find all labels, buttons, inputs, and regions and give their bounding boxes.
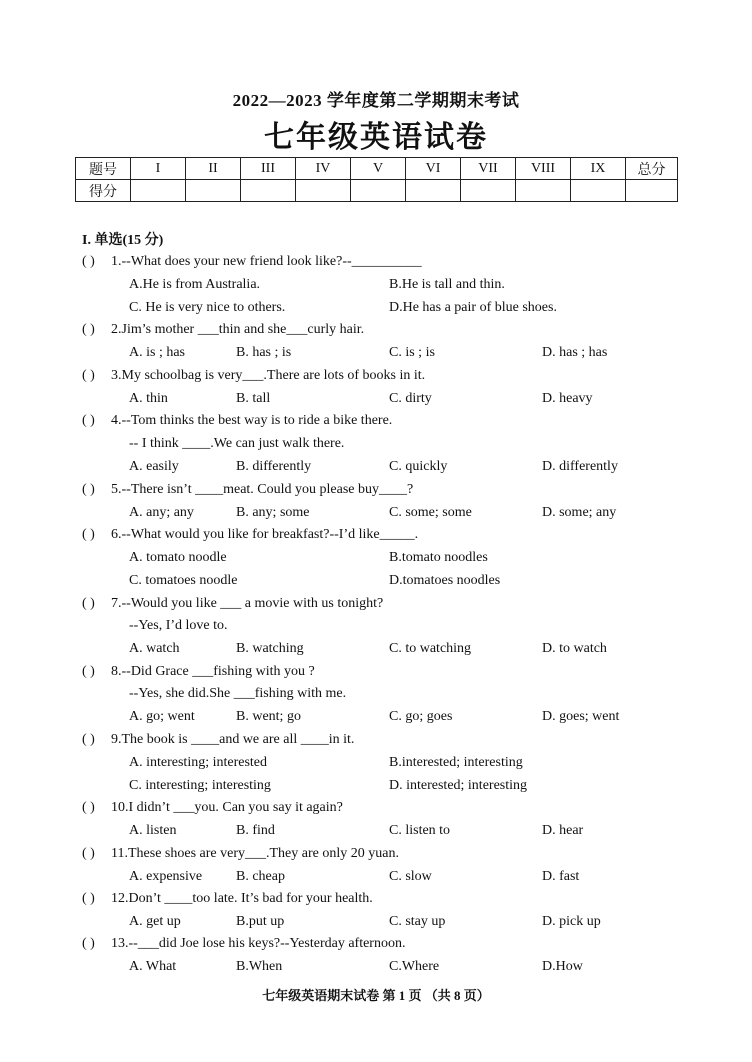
score-cell: [241, 180, 296, 202]
question-5: [0, 480, 752, 500]
option-b: B. watching: [236, 641, 304, 656]
question-stem: 7.--Would you like ___ a movie with us tonight?: [111, 596, 384, 611]
question-13-options-row: [0, 957, 752, 977]
answer-blank: ( ): [82, 254, 95, 269]
score-cell: [406, 180, 461, 202]
question-stem: 11.These shoes are very___.They are only 20 yuan.: [111, 846, 399, 861]
question-5-options-row: [0, 503, 752, 523]
question-7-options-row: [0, 639, 752, 659]
question-7: [0, 594, 752, 614]
question-stem: 2.Jim’s mother ___thin and she___curly hair.: [111, 322, 365, 337]
question-4-dialogue: [0, 434, 752, 454]
score-table-header-row: [76, 158, 678, 180]
exam-title: 2022—2023 学年度第二学期期末考试: [232, 91, 520, 110]
answer-blank: ( ): [82, 527, 95, 542]
question-stem: 5.--There isn’t ____meat. Could you please buy____?: [111, 482, 414, 497]
option-c: C. is ; is: [389, 345, 435, 360]
answer-blank: ( ): [82, 368, 95, 383]
option-d: D. differently: [542, 459, 618, 474]
score-table: [75, 157, 678, 202]
option-c: C. to watching: [389, 641, 472, 656]
section-title: I. 单选(15 分): [82, 233, 164, 248]
score-cell: [296, 180, 351, 202]
question-stem: 4.--Tom thinks the best way is to ride a bike there.: [111, 413, 393, 428]
option-d: D. hear: [542, 823, 584, 838]
question-8-dialogue: [0, 684, 752, 704]
option-a: A. tomato noodle: [129, 550, 227, 565]
option-a: A. What: [129, 959, 177, 974]
question-6-options-row: [0, 548, 752, 568]
answer-blank: ( ): [82, 732, 95, 747]
score-header-cell: VI: [406, 158, 461, 180]
question-4-options-row: [0, 457, 752, 477]
score-cell: [461, 180, 516, 202]
option-c: C. go; goes: [389, 709, 453, 724]
option-d: D. some; any: [542, 505, 617, 520]
score-cell: [571, 180, 626, 202]
question-8-options-row: [0, 707, 752, 727]
answer-blank: ( ): [82, 413, 95, 428]
question-stem: 3.My schoolbag is very___.There are lots of books in it.: [111, 368, 426, 383]
score-table-score-row: [76, 180, 678, 202]
option-b: B.tomato noodles: [389, 550, 488, 565]
score-header-cell: 题号: [76, 158, 131, 180]
question-10-options-row: [0, 821, 752, 841]
question-6-options-row: [0, 571, 752, 591]
answer-blank: ( ): [82, 596, 95, 611]
option-b: B. went; go: [236, 709, 301, 724]
option-d: D.He has a pair of blue shoes.: [389, 300, 557, 315]
option-d: D. to watch: [542, 641, 607, 656]
question-stem: 9.The book is ____and we are all ____in it.: [111, 732, 355, 747]
answer-blank: ( ): [82, 800, 95, 815]
option-c: C. stay up: [389, 914, 446, 929]
score-cell: [626, 180, 678, 202]
option-b: B. has ; is: [236, 345, 292, 360]
option-d: D. interested; interesting: [389, 778, 528, 793]
question-stem: 8.--Did Grace ___fishing with you ?: [111, 664, 315, 679]
option-b: B. any; some: [236, 505, 310, 520]
option-a: A. thin: [129, 391, 168, 406]
question-11-options-row: [0, 867, 752, 887]
option-c: C.Where: [389, 959, 440, 974]
question-10: [0, 798, 752, 818]
option-a: A. listen: [129, 823, 177, 838]
option-c: C. some; some: [389, 505, 472, 520]
option-a: A. interesting; interested: [129, 755, 268, 770]
option-d: D. has ; has: [542, 345, 608, 360]
option-a: A. expensive: [129, 869, 203, 884]
option-b: B.put up: [236, 914, 285, 929]
option-c: C. quickly: [389, 459, 448, 474]
question-2-options-row: [0, 343, 752, 363]
question-12-options-row: [0, 912, 752, 932]
score-header-cell: VII: [461, 158, 516, 180]
option-c: C. interesting; interesting: [129, 778, 271, 793]
question-1: [0, 252, 752, 272]
option-a: A. is ; has: [129, 345, 185, 360]
score-header-cell: V: [351, 158, 406, 180]
score-row-label: 得分: [76, 180, 131, 202]
option-c: C. slow: [389, 869, 432, 884]
score-cell: [351, 180, 406, 202]
question-stem: 1.--What does your new friend look like?--__________: [111, 254, 422, 269]
score-header-cell: 总分: [626, 158, 678, 180]
question-12: [0, 889, 752, 909]
answer-blank: ( ): [82, 936, 95, 951]
score-header-cell: VIII: [516, 158, 571, 180]
answer-blank: ( ): [82, 664, 95, 679]
exam-subtitle: 七年级英语试卷: [264, 121, 488, 154]
option-a: A.He is from Australia.: [129, 277, 261, 292]
question-stem: 12.Don’t ____too late. It’s bad for your health.: [111, 891, 373, 906]
question-stem: 13.--___did Joe lose his keys?--Yesterday afternoon.: [111, 936, 406, 951]
question-9-options-row: [0, 753, 752, 773]
option-b: B. differently: [236, 459, 312, 474]
question-1-options-row: [0, 275, 752, 295]
question-7-dialogue: [0, 616, 752, 636]
question-4: [0, 411, 752, 431]
option-a: A. go; went: [129, 709, 195, 724]
question-13: [0, 934, 752, 954]
question-continuation: --Yes, she did.She ___fishing with me.: [129, 686, 347, 701]
question-8: [0, 662, 752, 682]
option-b: B. tall: [236, 391, 271, 406]
option-b: B. find: [236, 823, 275, 838]
option-c: C. listen to: [389, 823, 451, 838]
question-1-options-row: [0, 298, 752, 318]
question-continuation: -- I think ____.We can just walk there.: [129, 436, 345, 451]
answer-blank: ( ): [82, 482, 95, 497]
option-d: D.How: [542, 959, 583, 974]
score-cell: [516, 180, 571, 202]
option-a: A. easily: [129, 459, 179, 474]
option-b: B.He is tall and thin.: [389, 277, 505, 292]
question-3: [0, 366, 752, 386]
option-d: D.tomatoes noodles: [389, 573, 501, 588]
score-header-cell: I: [131, 158, 186, 180]
page-footer: 七年级英语期末试卷 第 1 页 （共 8 页）: [262, 988, 490, 1003]
option-a: A. any; any: [129, 505, 194, 520]
score-header-cell: IV: [296, 158, 351, 180]
option-c: C. He is very nice to others.: [129, 300, 286, 315]
question-2: [0, 320, 752, 340]
option-a: A. watch: [129, 641, 180, 656]
option-d: D. pick up: [542, 914, 601, 929]
score-cell: [186, 180, 241, 202]
question-6: [0, 525, 752, 545]
question-stem: 6.--What would you like for breakfast?--I’d like_____.: [111, 527, 419, 542]
option-c: C. dirty: [389, 391, 432, 406]
option-d: D. heavy: [542, 391, 593, 406]
option-b: B.When: [236, 959, 283, 974]
option-d: D. goes; went: [542, 709, 620, 724]
question-9: [0, 730, 752, 750]
option-d: D. fast: [542, 869, 580, 884]
question-stem: 10.I didn’t ___you. Can you say it again?: [111, 800, 343, 815]
option-c: C. tomatoes noodle: [129, 573, 238, 588]
question-11: [0, 844, 752, 864]
score-cell: [131, 180, 186, 202]
answer-blank: ( ): [82, 891, 95, 906]
answer-blank: ( ): [82, 846, 95, 861]
option-a: A. get up: [129, 914, 181, 929]
question-continuation: --Yes, I’d love to.: [129, 618, 228, 633]
option-b: B.interested; interesting: [389, 755, 523, 770]
score-header-cell: II: [186, 158, 241, 180]
question-3-options-row: [0, 389, 752, 409]
question-9-options-row: [0, 776, 752, 796]
option-b: B. cheap: [236, 869, 285, 884]
score-header-cell: IX: [571, 158, 626, 180]
score-header-cell: III: [241, 158, 296, 180]
answer-blank: ( ): [82, 322, 95, 337]
